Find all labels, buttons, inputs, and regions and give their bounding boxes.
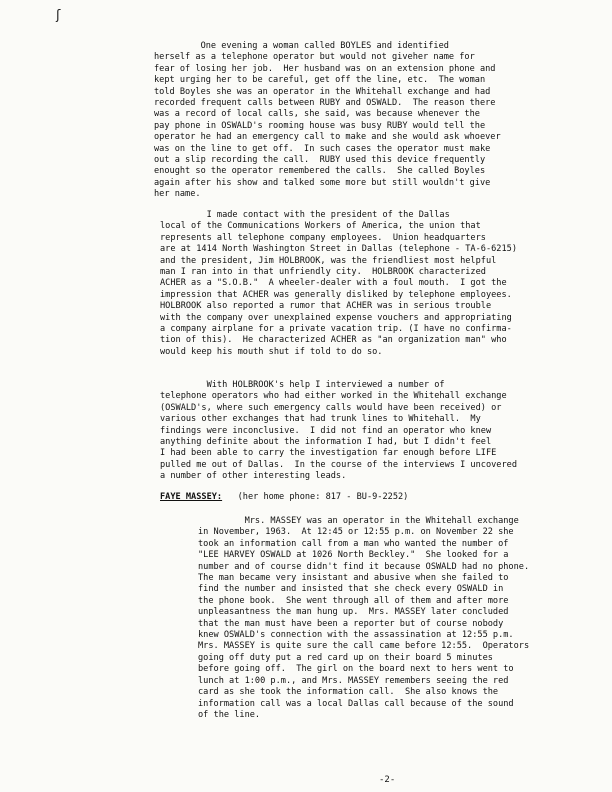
- heading-name: FAYE MASSEY:: [160, 492, 223, 502]
- faye-massey-heading: [160, 492, 408, 503]
- paragraph-operator-interviews: With HOLBROOK's help I interviewed a number of telephone operators who had either worked in the Whitehall exchange (OSWALD's, where such emergency calls would have been received) or various other exchanges that had trunk lines to Whitehall. My findings were inconclusive. I did not find an operator who knew anything definite about the information I had, but I didn't feel I had been able to carry the investigation far enough before LIFE pulled me out of Dallas. In the course of the interviews I uncovered a number of other interesting leads.: [160, 380, 517, 482]
- page-number: -2-: [379, 775, 396, 785]
- paragraph-holbrook-contact: I made contact with the president of the Dallas local of the Communications Workers of America, the union that represents all telephone company employees. Union headquarters are at 1414 North Washington Street in Dallas (telephone - TA-6-6215) and the president, Jim HOLBROOK, was the friendliest most helpful man I ran into in that unfriendly city. HOLBROOK characterized ACHER as a "S.O.B." A wheeler-dealer with a foul mouth. I got the impression that ACHER was generally disliked by telephone employees. HOLBROOK also reported a rumor that ACHER was in serious trouble with the company over unexplained expense vouchers and appropriating a company airplane for a private vacation trip. (I have no confirma- tion of this). He characterized ACHER as "an organization man" who would keep his mouth shut if told to do so.: [160, 210, 517, 357]
- paragraph-massey-account: Mrs. MASSEY was an operator in the Whitehall exchange in November, 1963. At 12:45 or 12:55 p.m. on November 22 she took an information call from a man who wanted the number of "LEE HARVEY OSWALD at 1026 North Beckley." She looked for a number and of course didn't find it because OSWALD had no phone. The man became very insistant and abusive when she failed to find the number and insisted that she check every OSWALD in the phone book. She went through all of them and after more unpleasantness the man hung up. Mrs. MASSEY later concluded that the man must have been a reporter but of course nobody knew OSWALD's connection with the assassination at 12:55 p.m. Mrs. MASSEY is quite sure the call came before 12:55. Operators going off duty put a red card up on their board 5 minutes before going off. The girl on the board next to hers went to lunch at 1:00 p.m., and Mrs. MASSEY remembers seeing the red card as she took the information call. She also knows the information call was a local Dallas call because of the sound of the line.: [198, 516, 530, 720]
- corner-handwritten-mark: ʃ: [56, 8, 61, 23]
- heading-phone: (her home phone: 817 - BU-9-2252): [222, 492, 409, 502]
- paragraph-boyles-caller: One evening a woman called BOYLES and identified herself as a telephone operator but would not giveher name for fear of losing her job. Her husband was on an extension phone and kept urging her to be careful, get off the line, etc. The woman told Boyles she was an operator in the Whitehall exchange and had recorded frequent calls between RUBY and OSWALD. The reason there was a record of local calls, she said, was because whenever the pay phone in OSWALD's rooming house was busy RUBY would tell the operator he had an emergency call to make and she would ask whoever was on the line to get off. In such cases the operator must make out a slip recording the call. RUBY used this device frequently enought so the operator remembered the calls. She called Boyles again after his show and talked some more but still wouldn't give her name.: [154, 41, 501, 200]
